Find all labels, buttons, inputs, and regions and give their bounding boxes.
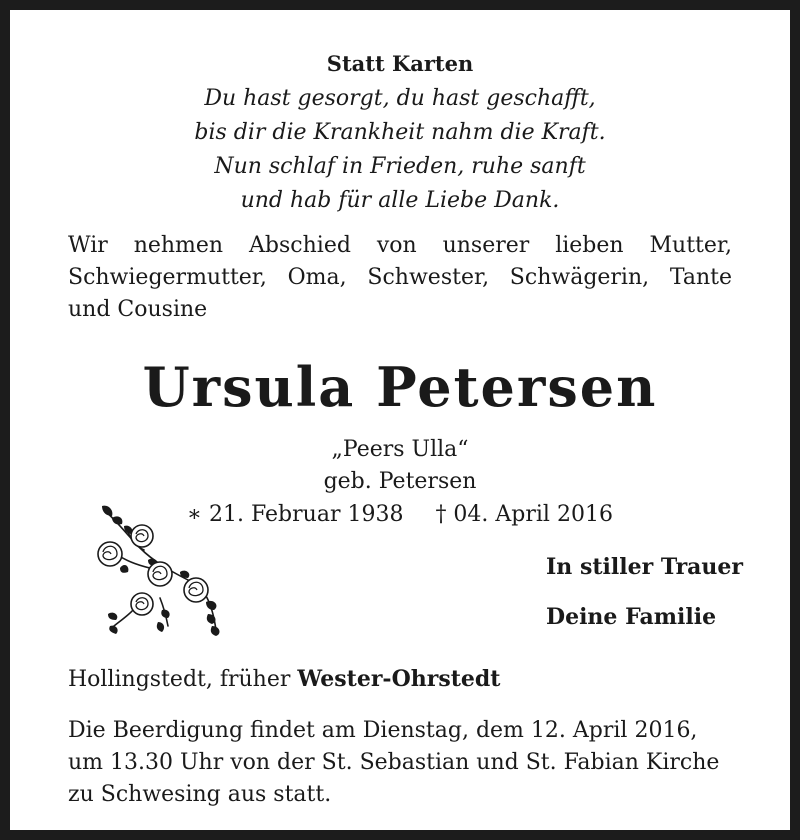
- signature-mourning: In stiller Trauer: [546, 554, 744, 580]
- residence-former: Wester-Ohrstedt: [297, 666, 501, 692]
- farewell-line: Schwiegermutter, Oma, Schwester, Schwägerin, Tante: [68, 265, 732, 290]
- residence-line: [68, 663, 732, 696]
- poem-line: bis dir die Krankheit nahm die Kraft.: [194, 120, 606, 145]
- deceased-name: Ursula Petersen: [142, 355, 658, 419]
- funeral-line: um 13.30 Uhr von der St. Sebastian und St. Fabian Kirche: [68, 750, 720, 775]
- memorial-poem: [68, 82, 732, 218]
- signature-family: Deine Familie: [546, 604, 717, 630]
- farewell-line: und Cousine: [68, 297, 208, 322]
- deceased-birth-name: geb. Petersen: [323, 469, 477, 494]
- farewell-line: Wir nehmen Abschied von unserer lieben Mutter,: [68, 233, 732, 258]
- notice-content: [68, 10, 744, 830]
- notice-heading: Statt Karten: [326, 51, 474, 76]
- poem-line: und hab für alle Liebe Dank.: [240, 188, 560, 213]
- funeral-line: zu Schwesing aus statt.: [68, 782, 332, 807]
- farewell-text: [68, 230, 732, 326]
- residence-current: Hollingstedt, früher: [68, 667, 291, 692]
- roses-icon: [88, 502, 230, 642]
- deceased-nickname: „Peers Ulla“: [331, 437, 469, 462]
- poem-line: Nun schlaf in Frieden, ruhe sanft: [214, 154, 586, 179]
- poem-line: Du hast gesorgt, du hast geschafft,: [204, 86, 596, 111]
- deceased-details: [68, 434, 732, 498]
- death-date: † 04. April 2016: [435, 502, 613, 527]
- birth-date: ∗ 21. Februar 1938: [187, 502, 404, 527]
- funeral-line: Die Beerdigung findet am Dienstag, dem 12. April 2016,: [68, 718, 698, 743]
- funeral-info: [68, 715, 732, 811]
